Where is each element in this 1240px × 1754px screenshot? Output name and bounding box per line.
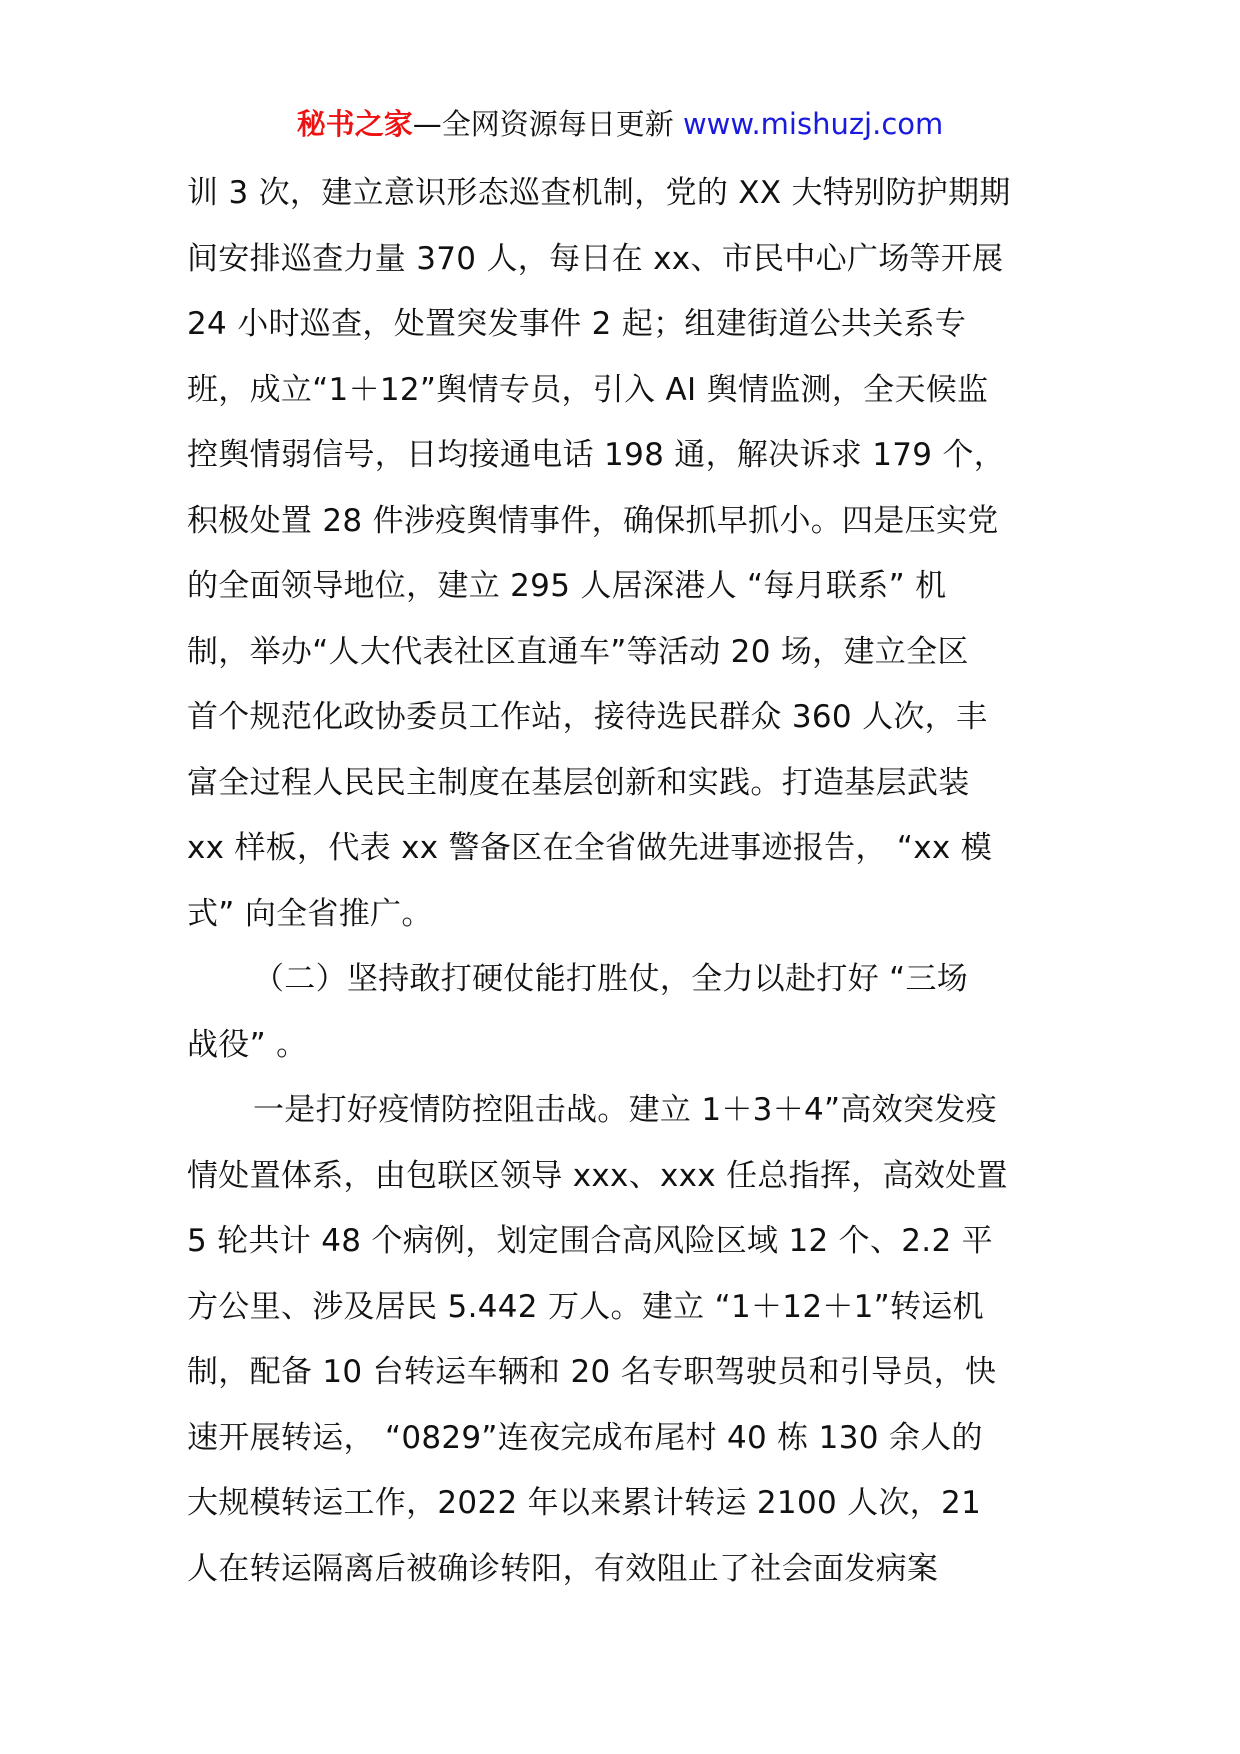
text-line: 5 轮共计 48 个病例，划定围合高风险区域 12 个、2.2 平 — [187, 1223, 993, 1259]
text-line: 方公里、涉及居民 5.442 万人。建立 “1＋12＋1”转运机 — [187, 1288, 984, 1325]
text-line: 的全面领导地位，建立 295 人居深港人 “每月联系” 机 — [187, 568, 947, 604]
text-line: 24 小时巡查，处置突发事件 2 起；组建街道公共关系专 — [187, 306, 967, 342]
text-line: 式” 向全省推广。 — [187, 895, 433, 932]
website-link[interactable]: www.mishuzj.com — [682, 107, 944, 141]
header-tagline: —全网资源每日更新 — [412, 107, 683, 141]
text-line: 控舆情弱信号，日均接通电话 198 通，解决诉求 179 个， — [187, 437, 1006, 473]
text-line: 速开展转运， “0829”连夜完成布尾村 40 栋 130 余人的 — [187, 1419, 983, 1456]
section-heading-line: 战役” 。 — [187, 1026, 308, 1063]
text-line: 制，举办“人大代表社区直通车”等活动 20 场，建立全区 — [187, 633, 969, 670]
document-body — [187, 161, 1060, 1602]
text-line: 班，成立“1＋12”舆情专员，引入 AI 舆情监测，全天候监 — [187, 371, 989, 408]
page-header — [0, 102, 1240, 146]
text-line: 人在转运隔离后被确诊转阳，有效阻止了社会面发病案 — [187, 1550, 939, 1587]
text-line: 制，配备 10 台转运车辆和 20 名专职驾驶员和引导员，快 — [187, 1354, 997, 1390]
text-line: 积极处置 28 件涉疫舆情事件，确保抓早抓小。四是压实党 — [187, 502, 999, 539]
text-line: 训 3 次，建立意识形态巡查机制，党的 XX 大特别防护期期 — [187, 175, 1011, 211]
paragraph-start-line: 一是打好疫情防控阻击战。建立 1＋3＋4”高效突发疫 — [253, 1092, 997, 1128]
text-line: 首个规范化政协委员工作站，接待选民群众 360 人次，丰 — [187, 699, 988, 735]
text-line: 间安排巡查力量 370 人，每日在 xx、市民中心广场等开展 — [187, 240, 1004, 277]
brand-name: 秘书之家 — [296, 107, 413, 141]
section-heading-line: （二）坚持敢打硬仗能打胜仗，全力以赴打好 “三场 — [253, 961, 969, 997]
text-line: 大规模转运工作，2022 年以来累计转运 2100 人次，21 — [187, 1485, 982, 1521]
text-line: 情处置体系，由包联区领导 xxx、xxx 任总指挥，高效处置 — [187, 1157, 1008, 1194]
text-line: 富全过程人民民主制度在基层创新和实践。打造基层武装 — [187, 764, 970, 801]
text-line: xx 样板，代表 xx 警备区在全省做先进事迹报告， “xx 模 — [187, 830, 993, 866]
